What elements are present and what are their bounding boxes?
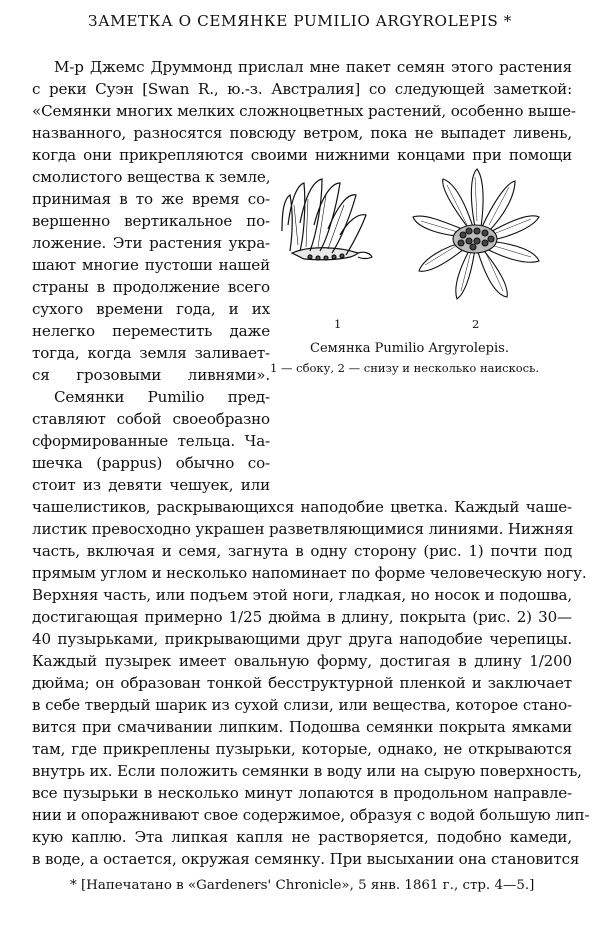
- text-line: сухого времени года, и их: [32, 300, 270, 318]
- text-line: сформированные тельца. Ча-: [32, 432, 270, 450]
- text-line: с реки Суэн [Swan R., ю.-з. Австралия] со следующей заметкой:: [32, 80, 572, 98]
- text-line: ложение. Эти растения укра-: [32, 234, 270, 252]
- text-line: шают многие пустоши нашей: [32, 256, 270, 274]
- figure-label-2: 2: [472, 317, 480, 331]
- text-line: Каждый пузырек имеет овальную форму, достигая в длину 1/200: [32, 652, 572, 670]
- text-line: в себе твердый шарик из сухой слизи, или вещества, которое стано-: [32, 696, 572, 714]
- text-line: нелегко переместить даже: [32, 322, 270, 340]
- text-line: страны в продолжение всего: [32, 278, 270, 296]
- text-line: названного, разносятся повсюду ветром, пока не выпадет ливень,: [32, 124, 572, 142]
- seed-illustration: [270, 165, 570, 315]
- figure: [270, 165, 570, 380]
- text-line: тогда, когда земля заливает-: [32, 344, 270, 362]
- figure-subcaption: 1 — сбоку, 2 — снизу и несколько наискось.: [270, 361, 540, 375]
- seed-bottom-view: [413, 169, 539, 299]
- text-line: кую каплю. Эта липкая капля не растворяется, подобно камеди,: [32, 828, 572, 846]
- text-line: вится при смачивании липким. Подошва семянки покрыта ямками: [32, 718, 572, 736]
- seed-side-view: [282, 179, 372, 260]
- text-line: ся грозовыми ливнями».: [32, 366, 270, 384]
- figure-caption: Семянка Pumilio Argyrolepis.: [310, 341, 509, 356]
- text-line: чашелистиков, раскрывающихся наподобие цветка. Каждый чаше-: [32, 498, 572, 516]
- text-line: достигающая примерно 1/25 дюйма в длину, покрыта (рис. 2) 30—: [32, 608, 572, 626]
- text-line: там, где прикреплены пузырьки, которые, однако, не открываются: [32, 740, 572, 758]
- text-line: принимая в то же время со-: [32, 190, 270, 208]
- text-line: М-р Джемс Друммонд прислал мне пакет семян этого растения: [54, 58, 572, 76]
- text-line: Семянки Pumilio пред-: [54, 388, 270, 406]
- text-line: ставляют собой своеобразно: [32, 410, 270, 428]
- text-line: «Семянки многих мелких сложноцветных растений, особенно выше-: [32, 102, 576, 120]
- text-line: Верхняя часть, или подъем этой ноги, гладкая, но носок и подошва,: [32, 586, 572, 604]
- text-line: когда они прикрепляются своими нижними концами при помощи: [32, 146, 572, 164]
- text-line: в воде, а остается, окружая семянку. При высыхании она становится: [32, 850, 580, 868]
- text-line: все пузырьки в несколько минут лопаются в продольном направле-: [32, 784, 572, 802]
- text-line: смолистого вещества к земле,: [32, 168, 271, 186]
- page-title: ЗАМЕТКА О СЕМЯНКЕ PUMILIO ARGYROLEPIS *: [88, 12, 512, 30]
- text-line: нии и опоражнивают свое содержимое, образуя с водой большую лип-: [32, 806, 590, 824]
- text-line: стоит из девяти чешуек, или: [32, 476, 270, 494]
- text-line: часть, включая и семя, загнута в одну сторону (рис. 1) почти под: [32, 542, 572, 560]
- text-line: внутрь их. Если положить семянки в воду или на сырую поверхность,: [32, 762, 582, 780]
- text-line: листик превосходно украшен разветвляющимися линиями. Нижняя: [32, 520, 574, 538]
- footnote: * [Напечатано в «Gardeners' Chronicle», 5 янв. 1861 г., стр. 4—5.]: [70, 878, 535, 893]
- figure-label-1: 1: [334, 317, 342, 331]
- text-line: 40 пузырьками, прикрывающими друг друга наподобие черепицы.: [32, 630, 572, 648]
- text-line: прямым углом и несколько напоминает по форме человеческую ногу.: [32, 564, 587, 582]
- text-line: дюйма; он образован тонкой бесструктурной пленкой и заключает: [32, 674, 572, 692]
- text-line: шечка (pappus) обычно со-: [32, 454, 270, 472]
- text-line: вершенно вертикальное по-: [32, 212, 270, 230]
